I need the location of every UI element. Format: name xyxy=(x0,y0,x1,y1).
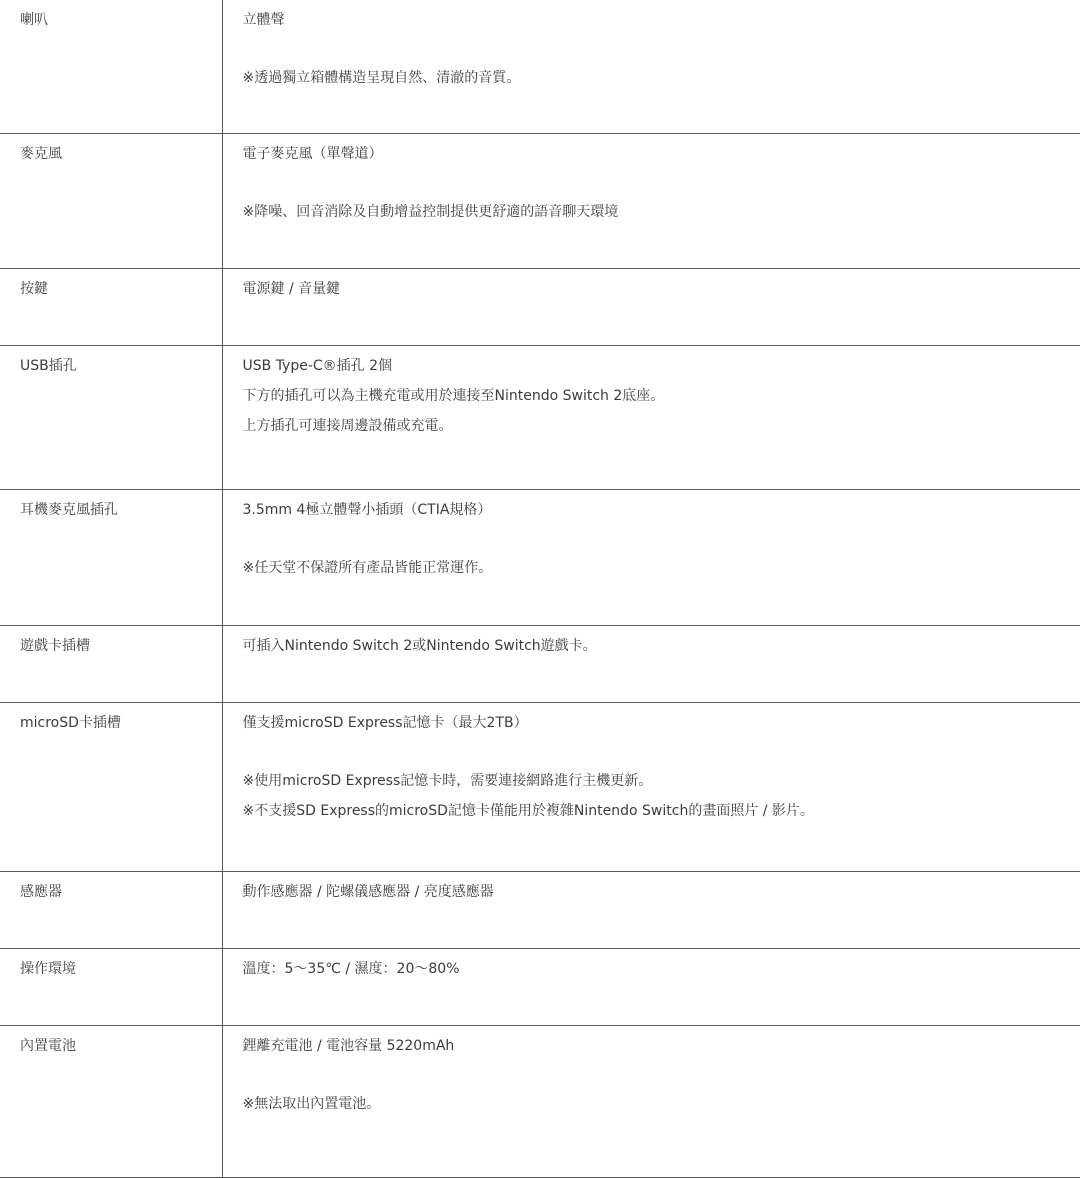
spec-label: 按鍵 xyxy=(0,268,222,345)
spec-note: ※透過獨立箱體構造呈現自然、清澈的音質。 xyxy=(243,68,1080,88)
spec-value xyxy=(222,133,1080,268)
spec-line: 可插入Nintendo Switch 2或Nintendo Switch遊戲卡。 xyxy=(243,636,1080,656)
spec-line: USB Type-C®插孔 2個 xyxy=(243,356,1080,376)
spec-label: 麥克風 xyxy=(0,133,222,268)
spec-line: 僅支援microSD Express記憶卡（最大2TB） xyxy=(243,713,1080,733)
spec-value xyxy=(222,948,1080,1025)
spec-row-game-card-slot xyxy=(0,625,1080,702)
spec-row-sensors xyxy=(0,871,1080,948)
spec-label: USB插孔 xyxy=(0,345,222,489)
spec-row-microsd-slot xyxy=(0,702,1080,871)
spec-label: 感應器 xyxy=(0,871,222,948)
spec-row-headphone-jack xyxy=(0,489,1080,625)
spec-line: 溫度：5～35℃ / 濕度：20～80% xyxy=(243,959,1080,979)
spec-line: 電子麥克風（單聲道） xyxy=(243,144,1080,164)
spec-value xyxy=(222,702,1080,871)
spec-row-operating-environment xyxy=(0,948,1080,1025)
spec-row-battery xyxy=(0,1025,1080,1177)
spec-note: ※無法取出內置電池。 xyxy=(243,1094,1080,1114)
spec-value xyxy=(222,871,1080,948)
spec-line: 立體聲 xyxy=(243,10,1080,30)
spec-note: ※使用microSD Express記憶卡時，需要連接網路進行主機更新。 xyxy=(243,771,1080,791)
spec-value xyxy=(222,345,1080,489)
spec-value xyxy=(222,0,1080,133)
spec-label: 耳機麥克風插孔 xyxy=(0,489,222,625)
spec-label: 遊戲卡插槽 xyxy=(0,625,222,702)
spec-value xyxy=(222,268,1080,345)
spec-note: ※不支援SD Express的microSD記憶卡僅能用於複雜Nintendo Switch的畫面照片 / 影片。 xyxy=(243,801,1080,821)
spec-note: ※任天堂不保證所有產品皆能正常運作。 xyxy=(243,558,1080,578)
spec-row-usb xyxy=(0,345,1080,489)
spec-line: 3.5mm 4極立體聲小插頭（CTIA規格） xyxy=(243,500,1080,520)
spec-label: 喇叭 xyxy=(0,0,222,133)
spec-row-speaker xyxy=(0,0,1080,133)
spec-label: microSD卡插槽 xyxy=(0,702,222,871)
spec-label: 內置電池 xyxy=(0,1025,222,1177)
spec-line: 鋰離充電池 / 電池容量 5220mAh xyxy=(243,1036,1080,1056)
spec-line: 動作感應器 / 陀螺儀感應器 / 亮度感應器 xyxy=(243,882,1080,902)
spec-value xyxy=(222,489,1080,625)
spec-label: 操作環境 xyxy=(0,948,222,1025)
spec-value xyxy=(222,1025,1080,1177)
spec-value xyxy=(222,625,1080,702)
spec-line: 電源鍵 / 音量鍵 xyxy=(243,279,1080,299)
spec-line: 上方插孔可連接周邊設備或充電。 xyxy=(243,416,1080,436)
spec-note: ※降噪、回音消除及自動增益控制提供更舒適的語音聊天環境 xyxy=(243,202,1080,222)
spec-row-microphone xyxy=(0,133,1080,268)
spec-line: 下方的插孔可以為主機充電或用於連接至Nintendo Switch 2底座。 xyxy=(243,386,1080,406)
spec-row-buttons xyxy=(0,268,1080,345)
